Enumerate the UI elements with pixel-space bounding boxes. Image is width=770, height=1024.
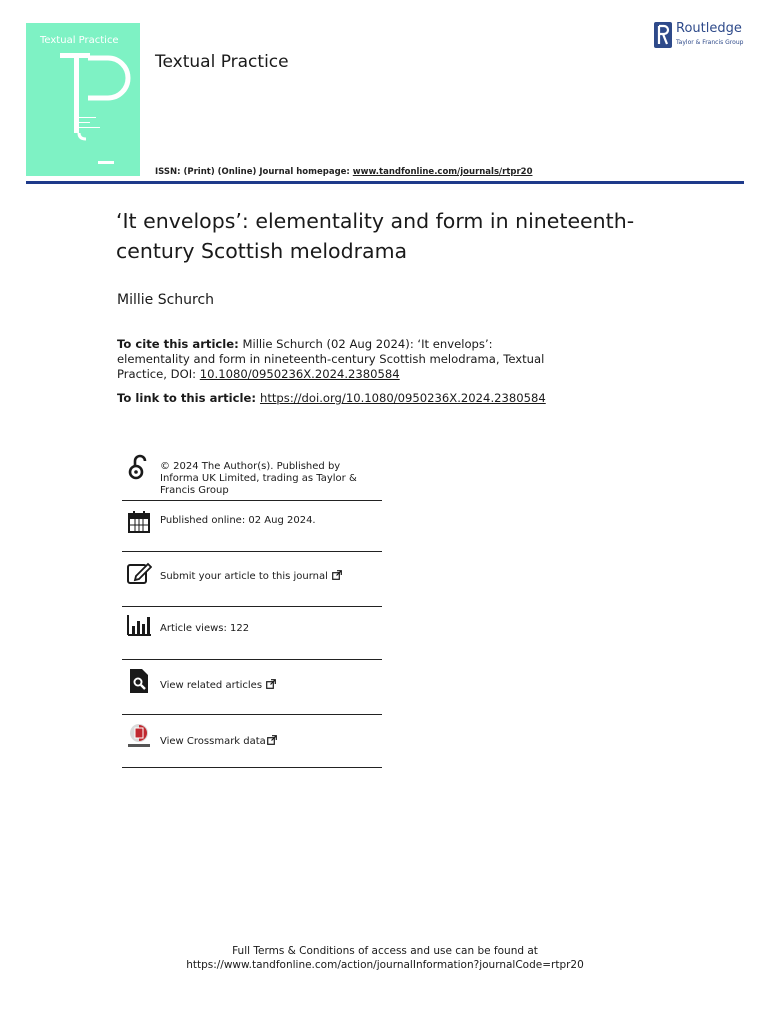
cite-doi-link[interactable]: 10.1080/0950236X.2024.2380584	[199, 367, 400, 381]
view-related-articles-link[interactable]: View related articles	[160, 680, 263, 691]
cover-subtext	[74, 115, 114, 132]
routledge-r-icon	[654, 22, 672, 48]
journal-name: Textual Practice	[155, 52, 289, 72]
license-row	[122, 450, 382, 501]
article-link-line	[117, 391, 546, 405]
publisher-tagline: Taylor & Francis Group	[676, 39, 744, 46]
cover-tp-graphic	[60, 53, 132, 163]
bar-chart-icon	[126, 613, 152, 639]
article-views: Article views: 122	[160, 623, 250, 634]
publisher-name: Routledge	[676, 21, 742, 36]
cover-publisher-logo	[98, 161, 114, 164]
published-date: Published online: 02 Aug 2024.	[160, 515, 316, 526]
external-link-icon	[332, 570, 342, 580]
article-author: Millie Schurch	[117, 292, 215, 308]
calendar-icon	[126, 509, 152, 535]
submit-row[interactable]	[122, 552, 382, 607]
footer-terms	[0, 944, 770, 972]
cite-label: To cite this article:	[117, 337, 239, 351]
cover-title: Textual Practice	[40, 35, 119, 46]
related-row[interactable]	[122, 660, 382, 715]
citation	[117, 337, 557, 382]
view-crossmark-link[interactable]: View Crossmark data	[160, 736, 266, 747]
open-access-icon	[126, 454, 152, 480]
crossmark-icon	[126, 723, 152, 749]
edit-icon	[126, 560, 152, 586]
article-doi-link[interactable]: https://doi.org/10.1080/0950236X.2024.2380584	[259, 391, 546, 405]
footer-terms-link[interactable]: https://www.tandfonline.com/action/journalInformation?journalCode=rtpr20	[186, 959, 584, 971]
external-link-icon	[267, 735, 277, 745]
published-row	[122, 501, 382, 552]
external-link-icon	[266, 679, 276, 689]
document-search-icon	[126, 668, 152, 694]
header-divider	[26, 181, 744, 184]
article-title: ‘It envelops’: elementality and form in nineteenth-century Scottish melodrama	[116, 209, 635, 263]
article-info-panel	[122, 450, 382, 768]
issn-text: ISSN: (Print) (Online) Journal homepage:	[155, 167, 353, 177]
views-row	[122, 607, 382, 660]
journal-homepage-link[interactable]: www.tandfonline.com/journals/rtpr20	[352, 167, 533, 177]
submit-article-link[interactable]: Submit your article to this journal	[160, 571, 328, 582]
crossmark-row[interactable]	[122, 715, 382, 768]
cite-text: Millie Schurch (02 Aug 2024): ‘It envelops’: elementality and form in nineteenth-century Scottish melodrama, Textual Practice, DOI:	[117, 337, 545, 381]
license-text: © 2024 The Author(s). Published by Informa UK Limited, trading as Taylor & Francis Group	[160, 461, 357, 496]
issn-line	[155, 167, 532, 177]
publisher-logo	[652, 21, 752, 51]
footer-line-1: Full Terms & Conditions of access and use can be found at	[232, 945, 538, 957]
link-label: To link to this article:	[117, 391, 256, 405]
journal-cover	[26, 23, 140, 176]
